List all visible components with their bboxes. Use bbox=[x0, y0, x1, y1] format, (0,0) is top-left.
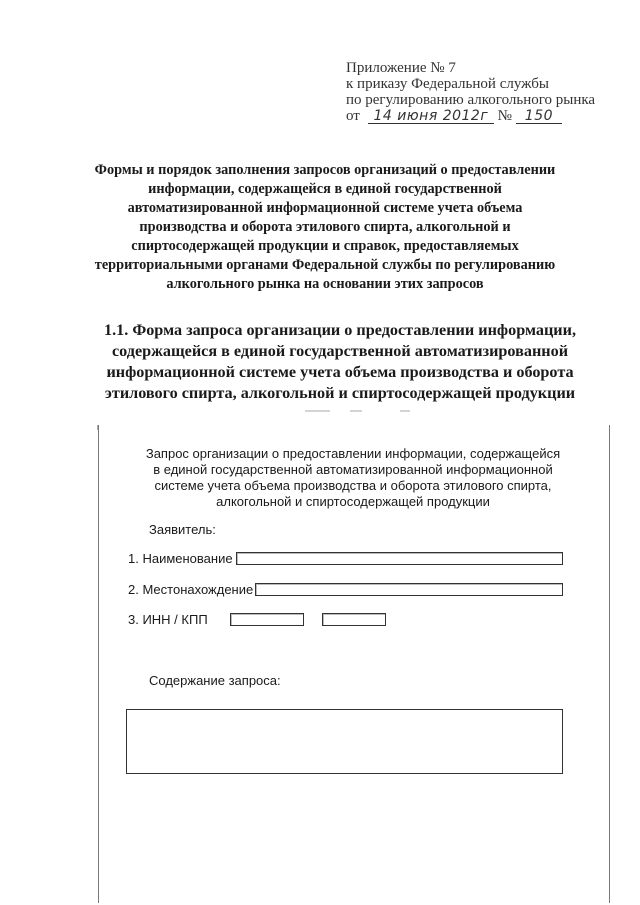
form-title-line: в единой государственной автоматизированной информационной bbox=[153, 462, 553, 477]
main-title-line: Формы и порядок заполнения запросов организаций о предоставлении bbox=[94, 162, 556, 178]
main-title-line: спиртосодержащей продукции и справок, предоставляемых bbox=[131, 238, 519, 254]
request-content-textarea[interactable] bbox=[126, 709, 563, 774]
section-title-line: этилового спирта, алкогольной и спиртосодержащей продукции bbox=[104, 384, 576, 402]
main-title-line: производства и оборота этилового спирта, алкогольной и bbox=[139, 219, 511, 235]
appendix-agency-line: по регулированию алкогольного рынка bbox=[346, 92, 596, 108]
main-title-line: автоматизированной информационной системе учета объема bbox=[127, 200, 523, 216]
number-prefix: № bbox=[497, 108, 512, 124]
main-title-line: территориальными органами Федеральной службы по регулированию bbox=[94, 257, 556, 273]
form-title-line: алкогольной и спиртосодержащей продукции bbox=[216, 494, 490, 509]
inn-input[interactable] bbox=[230, 613, 304, 626]
section-title-line: содержащейся в единой государственной автоматизированной bbox=[111, 342, 569, 360]
main-title-line: информации, содержащейся в единой государственной bbox=[148, 181, 502, 197]
section-title-line: 1.1. Форма запроса организации о предоставлении информации, bbox=[103, 321, 576, 339]
date-prefix: от bbox=[346, 108, 360, 124]
location-label: 2. Местонахождение bbox=[128, 582, 254, 597]
request-content-label: Содержание запроса: bbox=[149, 673, 281, 688]
appendix-order-line: к приказу Федеральной службы bbox=[346, 76, 550, 92]
handwritten-date: 14 июня 2012г bbox=[368, 110, 494, 124]
appendix-number: Приложение № 7 bbox=[346, 60, 456, 76]
kpp-input[interactable] bbox=[322, 613, 386, 626]
section-title-line: информационной системе учета объема производства и оборота bbox=[106, 363, 574, 381]
handwritten-number: 150 bbox=[516, 110, 562, 124]
inn-kpp-label: 3. ИНН / КПП bbox=[128, 612, 208, 627]
form-title bbox=[98, 446, 608, 510]
main-title-line: алкогольного рынка на основании этих запросов bbox=[166, 276, 484, 292]
applicant-label: Заявитель: bbox=[149, 522, 216, 537]
form-title-line: Запрос организации о предоставлении информации, содержащейся bbox=[145, 446, 561, 461]
form-title-line: системе учета объема производства и оборота этилового спирта, bbox=[154, 478, 552, 493]
name-input[interactable] bbox=[236, 552, 563, 565]
name-label: 1. Наименование bbox=[128, 551, 233, 566]
location-input[interactable] bbox=[255, 583, 563, 596]
